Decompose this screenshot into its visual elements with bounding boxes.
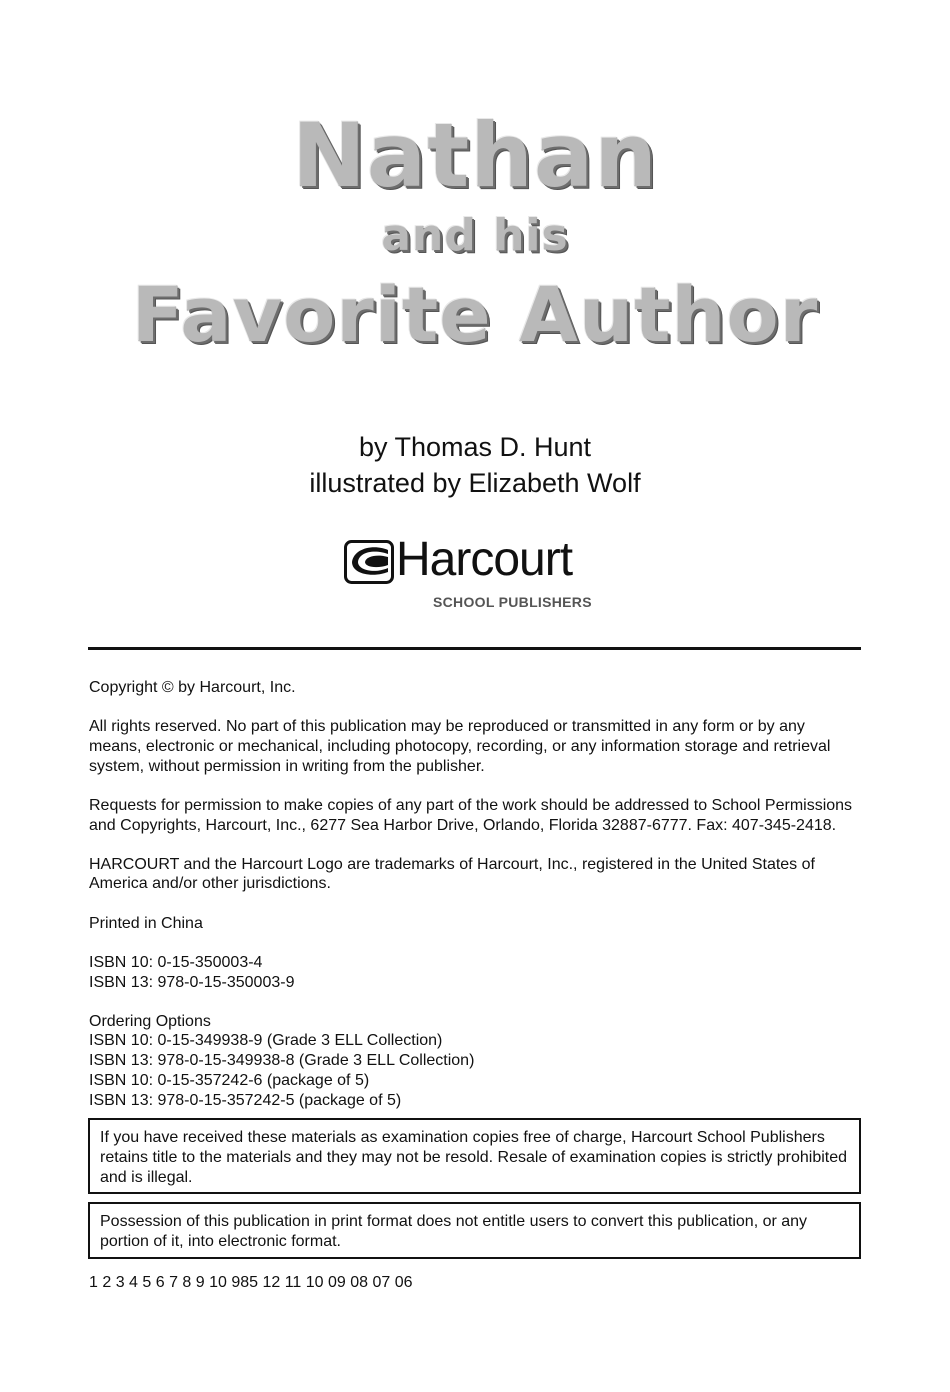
rights-reserved-text: All rights reserved. No part of this publication may be reproduced or transmitted in any form or by any means, electronic or mechanical, including photocopy, recording, or any information storage and retrieval system, without permission in writing from the publisher. xyxy=(89,718,831,775)
publisher-logo xyxy=(344,533,614,614)
isbn-10: ISBN 10: 0-15-350003-4 xyxy=(89,953,263,971)
ordering-item: ISBN 13: 978-0-15-349938-8 (Grade 3 ELL Collection) xyxy=(89,1052,475,1070)
title-line-nathan: Nathan xyxy=(292,104,658,207)
print-line: 1 2 3 4 5 6 7 8 9 10 985 12 11 10 09 08 07 06 xyxy=(89,1273,413,1291)
examination-copy-notice: If you have received these materials as examination copies free of charge, Harcourt School Publishers retains title to the materials and they may not be resold. Resale of examination copies is strictly prohibited and is illegal. xyxy=(88,1118,861,1194)
ordering-options xyxy=(89,1012,861,1111)
isbn-block xyxy=(89,953,861,992)
isbn-13: ISBN 13: 978-0-15-350003-9 xyxy=(89,973,295,991)
title-line-and-his: and his xyxy=(381,210,569,261)
copyright-notice: Copyright © by Harcourt, Inc. xyxy=(89,679,296,696)
divider xyxy=(88,647,861,650)
illustrator-byline: illustrated by Elizabeth Wolf xyxy=(309,468,641,498)
publisher-name: Harcourt xyxy=(396,533,573,586)
title-line-favorite-author: Favorite Author xyxy=(131,270,819,359)
ordering-heading: Ordering Options xyxy=(89,1012,211,1030)
permissions-text: Requests for permission to make copies of any part of the work should be addressed to School Permissions and Copyrights, Harcourt, Inc., 6277 Sea Harbor Drive, Orlando, Florida 32887-6777. Fax: 407-345-2418. xyxy=(89,796,853,834)
author-byline: by Thomas D. Hunt xyxy=(358,432,592,462)
harcourt-swoosh-icon xyxy=(344,540,394,584)
ordering-item: ISBN 13: 978-0-15-357242-5 (package of 5) xyxy=(89,1091,402,1109)
ordering-item: ISBN 10: 0-15-349938-9 (Grade 3 ELL Collection) xyxy=(89,1032,443,1050)
electronic-format-notice: Possession of this publication in print format does not entitle users to convert this publication, or any portion of it, into electronic format. xyxy=(88,1202,861,1258)
trademark-text: HARCOURT and the Harcourt Logo are trademarks of Harcourt, Inc., registered in the United States of America and/or other jurisdictions. xyxy=(89,855,815,893)
printed-in: Printed in China xyxy=(89,914,203,932)
ordering-item: ISBN 10: 0-15-357242-6 (package of 5) xyxy=(89,1071,370,1089)
copyright-page-text xyxy=(89,678,861,1312)
publisher-division: SCHOOL PUBLISHERS xyxy=(433,594,592,610)
